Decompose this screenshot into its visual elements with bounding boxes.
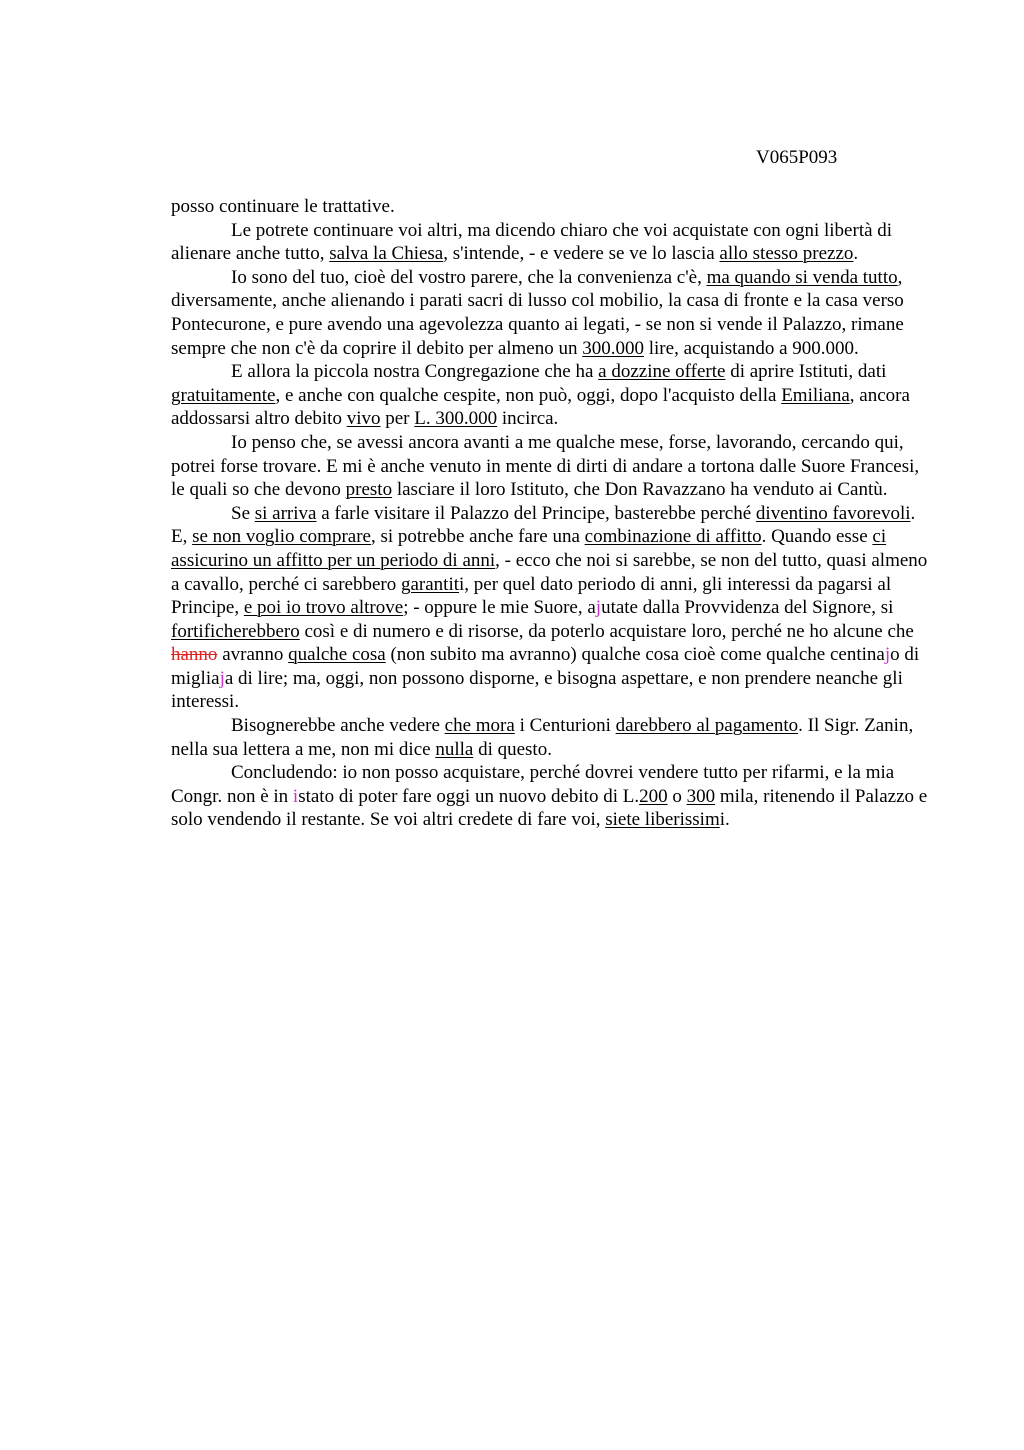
underlined-text: nulla — [435, 738, 474, 760]
text-run: , e anche con qualche cespite, non può, oggi, dopo l'acquisto della — [275, 384, 782, 406]
text-run: Se — [231, 502, 255, 524]
text-run: incirca. — [497, 408, 559, 430]
text-run: lasciare il loro Istituto, che Don Ravazzano ha venduto ai Cantù. — [392, 479, 888, 501]
text-run: i. — [719, 809, 730, 831]
text-run: Io sono del tuo, cioè del vostro parere, che la convenienza c'è, — [231, 266, 707, 288]
underlined-text: si arriva — [254, 502, 317, 524]
text-run: . Il Sigr. Zanin, nella sua lettera a me, non mi dice — [171, 715, 914, 760]
text-run: mila, ritenendo il Palazzo e solo vendendo il restante. Se voi altri credete di fare voi, — [171, 785, 928, 831]
underlined-text: e poi io trovo altrove — [243, 597, 404, 619]
paragraph — [171, 360, 933, 431]
paragraph — [171, 714, 933, 761]
text-run: , diversamente, anche alienando i parati sacri di lusso col mobilio, la casa di fronte e la casa verso Pontecurone, e pure avendo una agevolezza quanto ai legati, - se non si vende il Palazzo, rimane sempre che non c'è da coprire il debito per almeno un — [171, 266, 904, 359]
text-run: ; - oppure le mie Suore, a — [403, 597, 596, 619]
text-run: per — [380, 408, 415, 430]
text-run: . — [853, 243, 859, 265]
text-run: , - ecco che noi si sarebbe, se non del tutto, quasi almeno a cavallo, perché ci sarebbero — [171, 549, 928, 595]
underlined-text: fortificherebbero — [171, 620, 300, 642]
text-run: . Quando esse — [761, 526, 873, 548]
text-run: i Centurioni — [514, 715, 616, 737]
text-run: di aprire Istituti, dati — [725, 361, 887, 383]
page-reference: V065P093 — [756, 147, 838, 168]
underlined-text: a dozzine offerte — [598, 361, 726, 383]
underlined-text: 300.000 — [582, 337, 644, 359]
text-run: lire, acquistando a 900.000. — [644, 337, 859, 359]
underlined-text: diventino favorevoli — [755, 502, 911, 524]
underlined-text: garantit — [400, 573, 460, 595]
text-run: o — [667, 785, 687, 807]
text-run: , si potrebbe anche fare una — [370, 526, 585, 548]
highlighted-letter: i — [292, 785, 299, 807]
paragraph — [171, 195, 933, 219]
underlined-text: 300 — [686, 785, 716, 807]
underlined-text: ma quando si venda tutto — [706, 266, 898, 288]
highlighted-letter: j — [219, 667, 225, 689]
underlined-text: vivo — [346, 408, 381, 430]
text-run: i, per quel dato periodo di anni, gli interessi da pagarsi al Principe, — [171, 573, 892, 619]
underlined-text: ci assicurino un affitto per un periodo di anni — [171, 526, 887, 571]
paragraph — [171, 219, 933, 266]
text-run: utate dalla Provvidenza del Signore, si — [601, 597, 894, 619]
text-run: . E, — [171, 502, 916, 548]
text-run: stato di poter fare oggi un nuovo debito di L. — [298, 785, 640, 807]
underlined-text: darebbero al pagamento — [615, 715, 799, 737]
text-run: Io penso che, se avessi ancora avanti a me qualche mese, forse, lavorando, cercando qui, potrei forse trovare. E mi è anche venuto in mente di dirti di andare a tortona dalle Suore Francesi, le quali so che devono — [171, 431, 920, 501]
underlined-text: siete liberissim — [605, 809, 720, 831]
paragraph — [171, 266, 933, 360]
underlined-text: L. 300.000 — [414, 408, 498, 430]
letter-body — [171, 195, 933, 832]
text-run: avranno — [217, 644, 289, 666]
text-run: di questo. — [473, 738, 552, 760]
underlined-text: Emiliana — [781, 384, 850, 406]
text-run: Concludendo: io non posso acquistare, perché dovrei vendere tutto per rifarmi, e la mia Congr. non è in — [171, 762, 895, 807]
struck-text: hanno — [171, 644, 218, 666]
text-run: a di lire; ma, oggi, non possono disporne, e bisogna aspettare, e non prendere neanche gli interessi. — [171, 667, 903, 713]
underlined-text: 200 — [639, 785, 668, 807]
text-run: , s'intende, - e vedere se ve lo lascia — [443, 243, 720, 265]
highlighted-letter: j — [884, 644, 891, 666]
highlighted-letter: j — [595, 597, 602, 619]
text-run: o di miglia — [171, 644, 920, 689]
paragraph — [171, 761, 933, 832]
text-run: (non subito ma avranno) qualche cosa cioè come qualche centina — [385, 644, 885, 666]
text-run: a farle visitare il Palazzo del Principe, basterebbe perché — [316, 502, 756, 524]
underlined-text: gratuitamente — [171, 384, 276, 406]
underlined-text: combinazione di affitto — [584, 526, 762, 548]
underlined-text: presto — [345, 479, 393, 501]
paragraph — [171, 502, 933, 714]
underlined-text: che mora — [444, 715, 515, 737]
underlined-text: salva la Chiesa — [329, 243, 444, 265]
text-run: così e di numero e di risorse, da poterlo acquistare loro, perché ne ho alcune che — [299, 620, 914, 642]
underlined-text: qualche cosa — [288, 644, 386, 666]
paragraph — [171, 431, 933, 502]
text-run: , ancora addossarsi altro debito — [171, 384, 910, 430]
text-run: posso continuare le trattative. — [171, 196, 395, 217]
text-run: E allora la piccola nostra Congregazione che ha — [231, 361, 599, 383]
text-run: Le potrete continuare voi altri, ma dicendo chiaro che voi acquistate con ogni libertà di alienare anche tutto, — [171, 219, 893, 265]
underlined-text: se non voglio comprare — [192, 526, 371, 548]
text-run: Bisognerebbe anche vedere — [231, 715, 445, 737]
underlined-text: allo stesso prezzo — [719, 243, 854, 265]
